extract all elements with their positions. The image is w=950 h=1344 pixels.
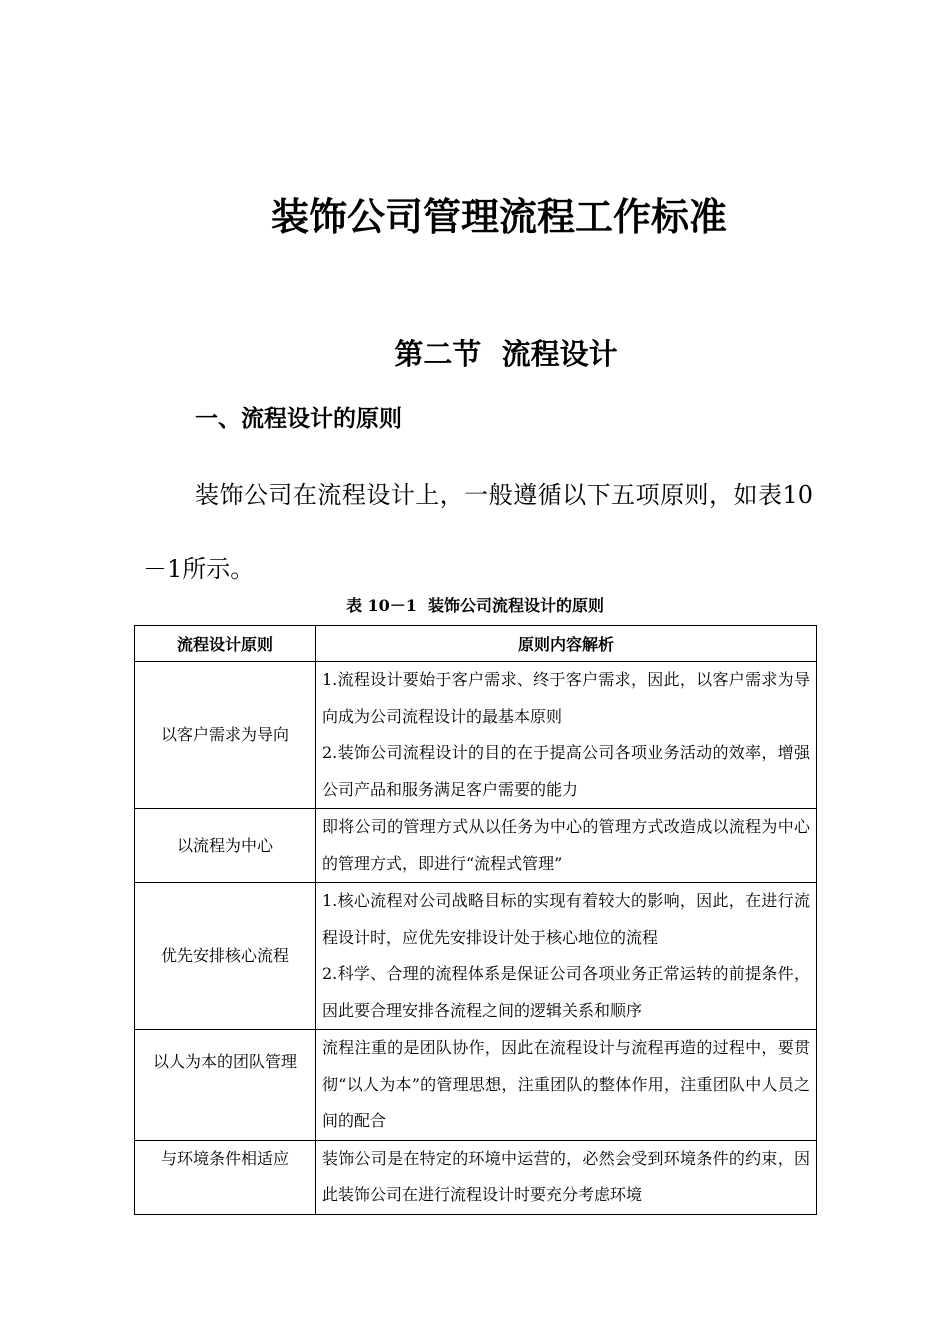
- table-row: [135, 662, 817, 809]
- subsection-title: 一、流程设计的原则: [195, 405, 402, 432]
- detail-item: 即将公司的管理方式从以任务为中心的管理方式改造成以流程为中心的管理方式，即进行“流程式管理”: [322, 817, 810, 873]
- principle-name: 以客户需求为导向: [135, 662, 316, 809]
- column-header-analysis: 原则内容解析: [316, 626, 817, 662]
- table-header-row: [135, 626, 817, 662]
- principles-table: [134, 625, 817, 1215]
- principle-name: 以人为本的团队管理: [135, 1030, 316, 1141]
- table-row: [135, 809, 817, 883]
- detail-item: 2.装饰公司流程设计的目的在于提高公司各项业务活动的效率，增强公司产品和服务满足客户需要的能力: [322, 743, 810, 799]
- table-caption: 表 10－1 装饰公司流程设计的原则: [345, 596, 605, 615]
- principle-name: 优先安排核心流程: [135, 883, 316, 1030]
- table-row: [135, 883, 817, 1030]
- principle-name: 以流程为中心: [135, 809, 316, 883]
- detail-item: 1.流程设计要始于客户需求、终于客户需求，因此，以客户需求为导向成为公司流程设计的最基本原则: [322, 670, 810, 726]
- principle-details: [316, 662, 817, 809]
- principle-details: [316, 1030, 817, 1141]
- table-row: [135, 1030, 817, 1141]
- principle-details: [316, 1140, 817, 1214]
- detail-item: 2.科学、合理的流程体系是保证公司各项业务正常运转的前提条件，因此要合理安排各流程之间的逻辑关系和顺序: [322, 964, 810, 1020]
- detail-item: 1.核心流程对公司战略目标的实现有着较大的影响，因此，在进行流程设计时，应优先安排设计处于核心地位的流程: [322, 891, 810, 947]
- intro-paragraph: 装饰公司在流程设计上，一般遵循以下五项原则，如表10－1所示。: [143, 481, 813, 583]
- column-header-principle: 流程设计原则: [135, 626, 316, 662]
- section-title: 第二节 流程设计: [394, 337, 618, 371]
- principle-details: [316, 883, 817, 1030]
- principle-details: [316, 809, 817, 883]
- detail-item: 装饰公司是在特定的环境中运营的，必然会受到环境条件的约束，因此装饰公司在进行流程设计时要充分考虑环境: [322, 1148, 810, 1204]
- detail-item: 流程注重的是团队协作，因此在流程设计与流程再造的过程中，要贯彻“以人为本”的管理思想，注重团队的整体作用，注重团队中人员之间的配合: [322, 1038, 810, 1130]
- table-row: [135, 1140, 817, 1214]
- principle-name: 与环境条件相适应: [135, 1140, 316, 1214]
- document-title: 装饰公司管理流程工作标准: [270, 194, 727, 239]
